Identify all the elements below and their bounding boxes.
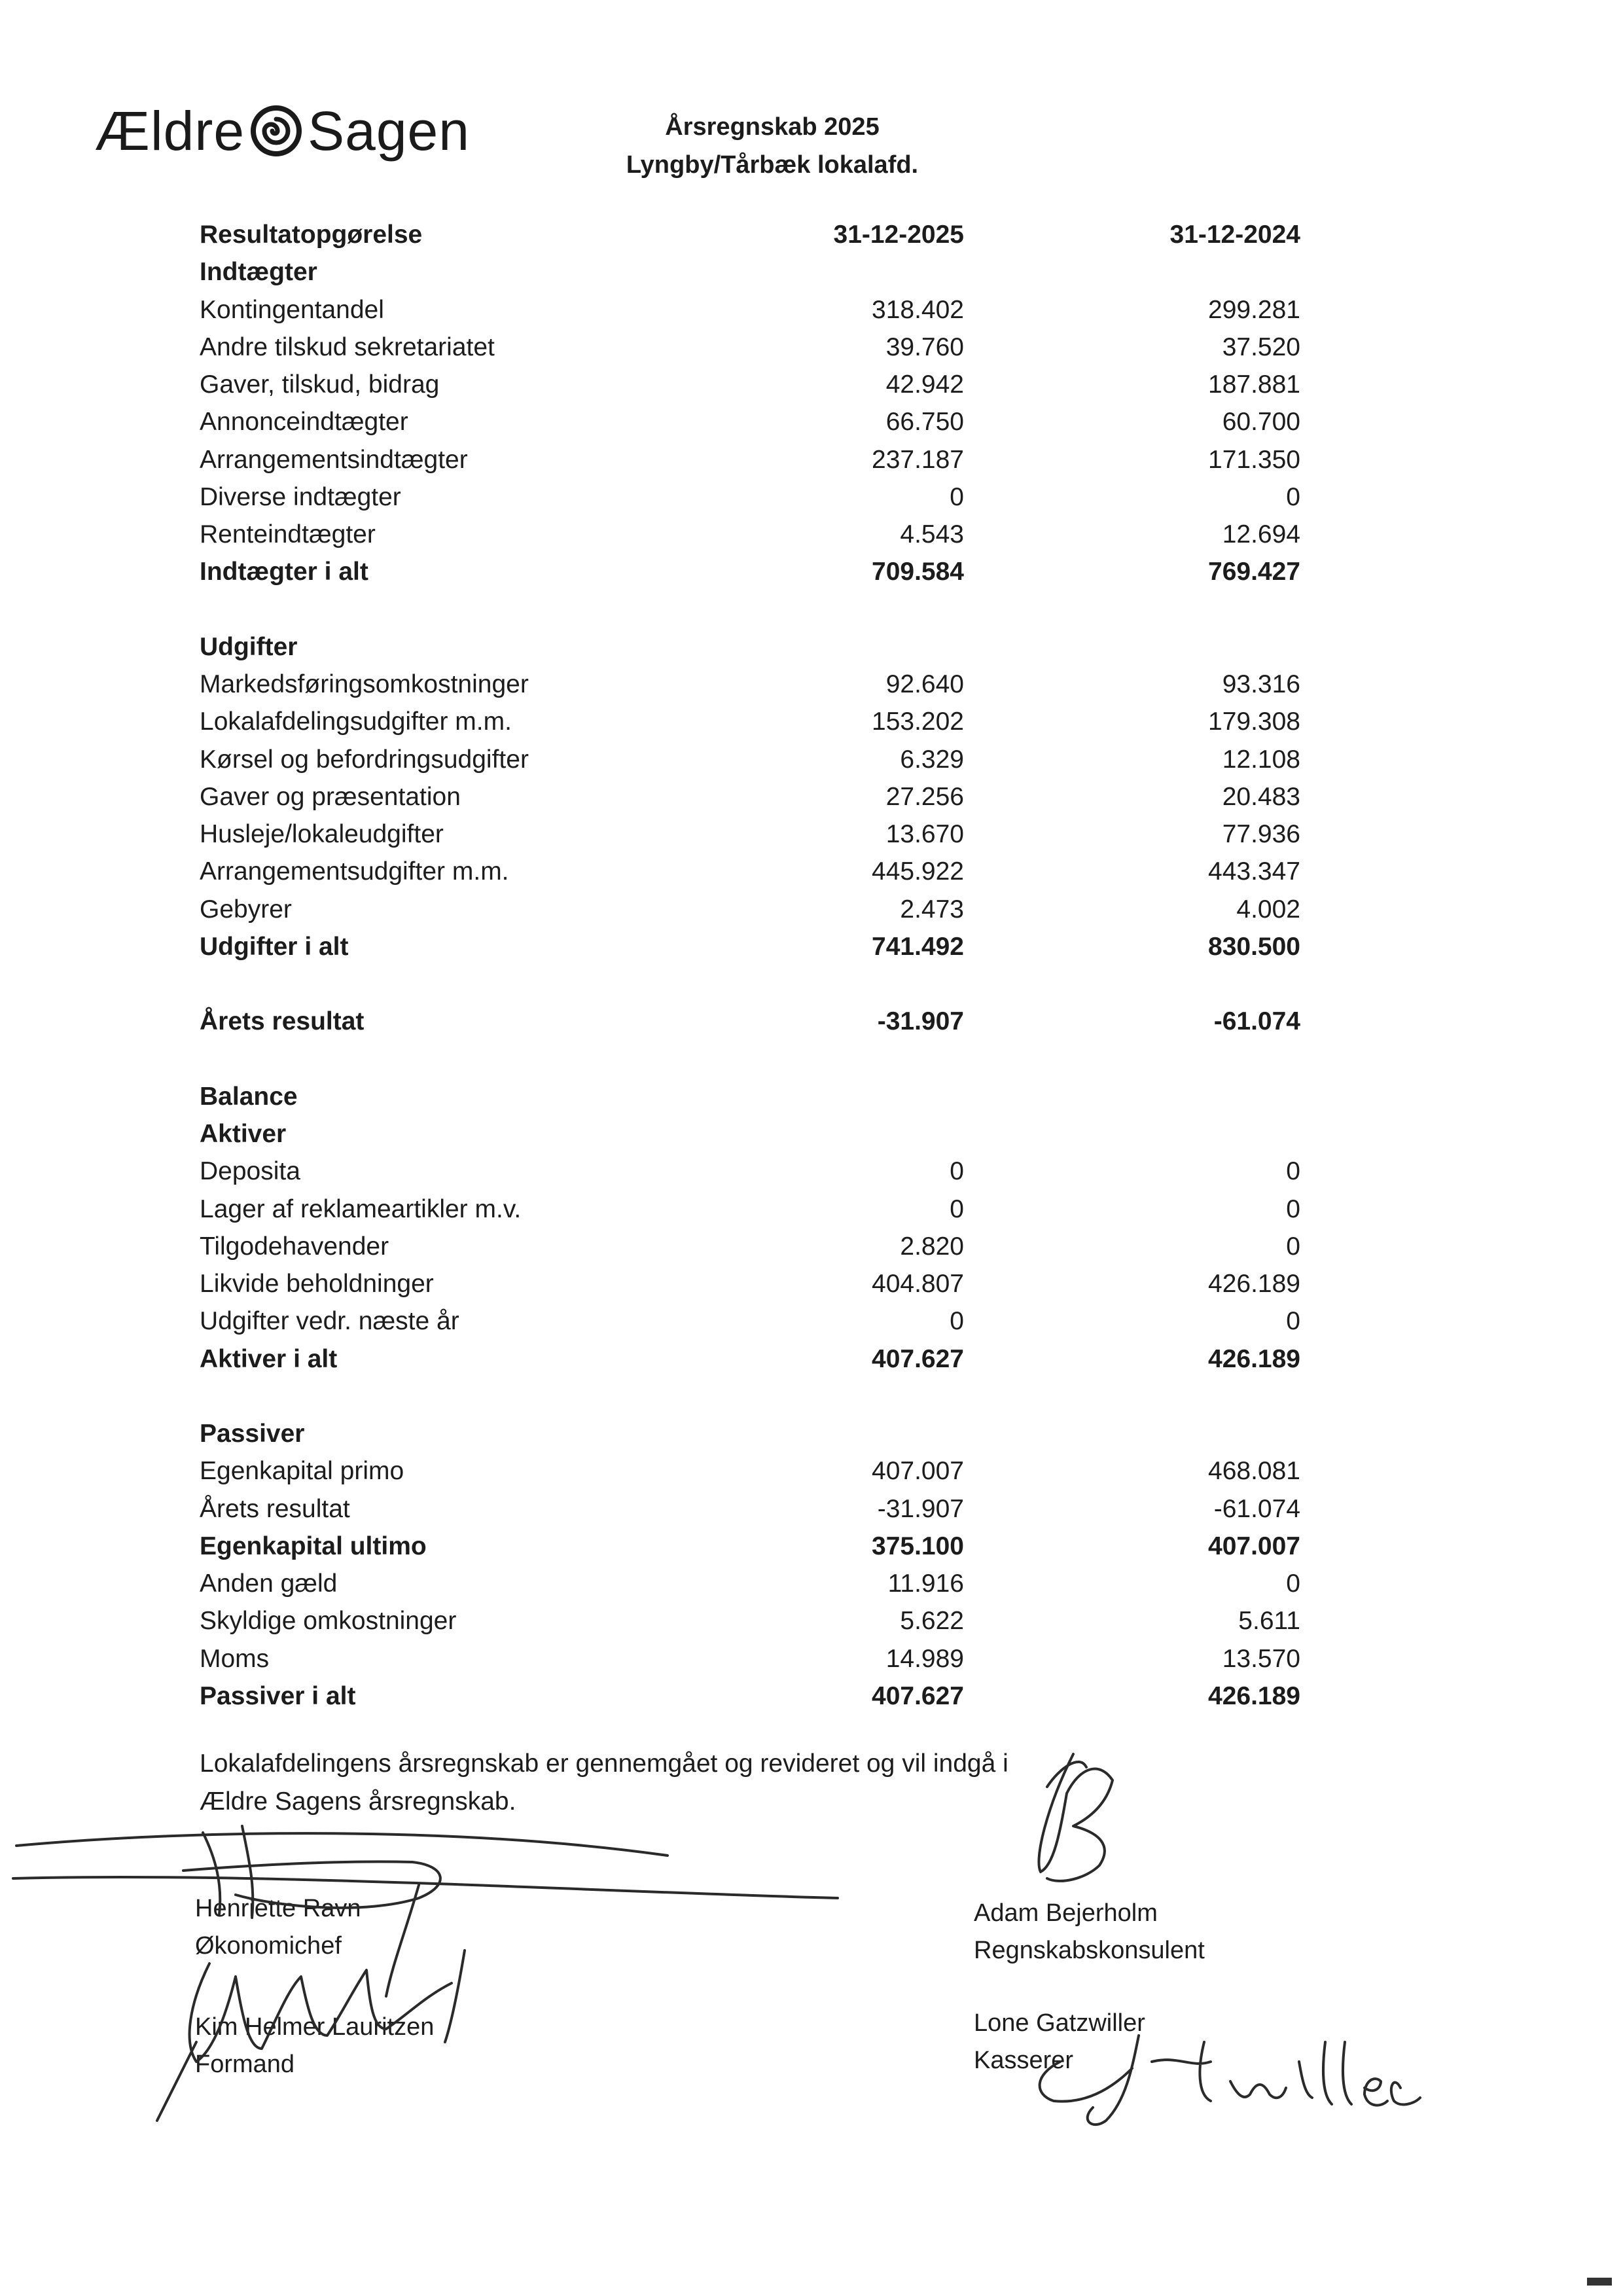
value-2024: -61.074 <box>1213 1007 1300 1035</box>
spacer-row <box>0 1041 1623 1078</box>
value-2024: 426.189 <box>1208 1270 1300 1298</box>
document-subtitle: Lyngby/Tårbæk lokalafd. <box>626 151 919 179</box>
value-2024: 60.700 <box>1222 408 1300 436</box>
value-2024: 12.108 <box>1222 745 1300 774</box>
statement-row <box>0 628 1623 666</box>
audit-note-line-1: Lokalafdelingens årsregnskab er gennemgået og revideret og vil indgå i <box>200 1749 1008 1778</box>
row-label: Deposita <box>200 1157 300 1185</box>
statement-row <box>0 1490 1623 1528</box>
row-label: Egenkapital primo <box>200 1457 404 1485</box>
row-label: Passiver i alt <box>200 1682 356 1710</box>
value-2024: 93.316 <box>1222 670 1300 698</box>
row-label: Markedsføringsomkostninger <box>200 670 529 698</box>
value-2025: 445.922 <box>872 857 964 886</box>
value-2024: 77.936 <box>1222 820 1300 848</box>
signatory-role: Regnskabskonsulent <box>974 1937 1205 1964</box>
value-2025: 42.942 <box>885 370 964 399</box>
signatory-name: Adam Bejerholm <box>974 1899 1158 1927</box>
statement-row <box>0 1565 1623 1602</box>
value-2025: 11.916 <box>887 1570 964 1598</box>
value-2025: 153.202 <box>872 708 964 736</box>
logo-text-left: Ældre <box>95 99 245 162</box>
statement-row <box>0 778 1623 816</box>
statement-row <box>0 1228 1623 1265</box>
value-2024: 12.694 <box>1222 520 1300 548</box>
value-2025: 0 <box>950 1307 964 1335</box>
value-2025: 0 <box>950 1157 964 1185</box>
value-2025: -31.907 <box>877 1007 964 1035</box>
statement-row <box>0 1191 1623 1228</box>
value-2024: 0 <box>1286 1307 1300 1335</box>
value-2025: 404.807 <box>872 1270 964 1298</box>
row-label: Lokalafdelingsudgifter m.m. <box>200 708 512 736</box>
value-2025: 14.989 <box>885 1645 964 1673</box>
statement-row <box>0 216 1623 253</box>
value-2024: 830.500 <box>1208 933 1300 961</box>
scan-mark <box>1587 2278 1612 2286</box>
statement-row <box>0 1340 1623 1378</box>
value-2024: 443.347 <box>1208 857 1300 886</box>
statement-row <box>0 253 1623 291</box>
row-label: Resultatopgørelse <box>200 221 423 249</box>
statement-row <box>0 891 1623 928</box>
signatory-role: Økonomichef <box>195 1932 342 1960</box>
signature-stroke-line <box>13 1877 838 1898</box>
value-2025: 375.100 <box>872 1532 964 1560</box>
value-2025: 0 <box>950 1195 964 1223</box>
value-2024: 0 <box>1286 1232 1300 1261</box>
row-label: Årets resultat <box>200 1495 350 1523</box>
spacer-row <box>0 1378 1623 1415</box>
signatory-role: Kasserer <box>974 2047 1074 2074</box>
statement-row <box>0 291 1623 329</box>
signature-stroke-line <box>16 1833 668 1856</box>
value-2025: 6.329 <box>900 745 964 774</box>
document-title: Årsregnskab 2025 <box>665 113 880 141</box>
row-label: Annonceindtægter <box>200 408 408 436</box>
row-label: Udgifter vedr. næste år <box>200 1307 459 1335</box>
row-label: Andre tilskud sekretariatet <box>200 333 495 361</box>
value-2024: 0 <box>1286 1570 1300 1598</box>
statement-row <box>0 1677 1623 1715</box>
row-label: Aktiver <box>200 1120 287 1148</box>
statement-row <box>0 1153 1623 1190</box>
row-label: Årets resultat <box>200 1007 365 1035</box>
statement-row <box>0 403 1623 440</box>
signatory-economy-chief <box>195 1890 361 1965</box>
statement-row <box>0 329 1623 366</box>
row-label: Tilgodehavender <box>200 1232 389 1261</box>
signatory-name: Lone Gatzwiller <box>974 2009 1145 2037</box>
row-label: Indtægter i alt <box>200 558 368 586</box>
statement-row <box>0 666 1623 703</box>
value-2024: 13.570 <box>1222 1645 1300 1673</box>
row-label: Diverse indtægter <box>200 483 401 511</box>
statement-row <box>0 1602 1623 1640</box>
value-2025: 13.670 <box>885 820 964 848</box>
signatory-chairman <box>195 2009 434 2083</box>
signatory-treasurer <box>974 2005 1145 2079</box>
statement-row <box>0 1003 1623 1040</box>
statement-row <box>0 703 1623 740</box>
row-label: Lager af reklameartikler m.v. <box>200 1195 522 1223</box>
value-2025: 5.622 <box>900 1607 964 1635</box>
value-2024: 31-12-2024 <box>1169 221 1300 249</box>
value-2024: 171.350 <box>1208 446 1300 474</box>
row-label: Udgifter <box>200 633 298 661</box>
signatory-name: Henriette Ravn <box>195 1895 361 1922</box>
signatory-name: Kim Helmer Lauritzen <box>195 2013 435 2041</box>
row-label: Likvide beholdninger <box>200 1270 434 1298</box>
statement-row <box>0 516 1623 553</box>
row-label: Skyldige omkostninger <box>200 1607 457 1635</box>
value-2024: 0 <box>1286 1157 1300 1185</box>
document-header <box>576 108 969 184</box>
value-2024: 5.611 <box>1238 1607 1300 1635</box>
statement-row <box>0 366 1623 403</box>
signatory-role: Formand <box>195 2051 295 2078</box>
swirl-icon <box>250 105 302 157</box>
row-label: Anden gæld <box>200 1570 338 1598</box>
statement-row <box>0 928 1623 965</box>
audit-note-line-2: Ældre Sagens årsregnskab. <box>200 1787 516 1816</box>
value-2024: -61.074 <box>1213 1495 1300 1523</box>
value-2025: 318.402 <box>872 296 964 324</box>
value-2025: 4.543 <box>900 520 964 548</box>
row-label: Indtægter <box>200 258 317 286</box>
statement-row <box>0 816 1623 853</box>
value-2024: 769.427 <box>1208 558 1300 586</box>
value-2024: 20.483 <box>1222 783 1300 811</box>
statement-row <box>0 853 1623 890</box>
value-2025: 741.492 <box>872 933 964 961</box>
value-2024: 0 <box>1286 1195 1300 1223</box>
value-2025: 39.760 <box>885 333 964 361</box>
statement-row <box>0 1265 1623 1302</box>
row-label: Gebyrer <box>200 895 292 924</box>
row-label: Gaver, tilskud, bidrag <box>200 370 440 399</box>
value-2025: 407.007 <box>872 1457 964 1485</box>
value-2025: 407.627 <box>872 1682 964 1710</box>
signature-henriette <box>386 1885 419 1996</box>
statement-row <box>0 478 1623 516</box>
row-label: Udgifter i alt <box>200 933 349 961</box>
value-2025: 0 <box>950 483 964 511</box>
value-2025: 31-12-2025 <box>833 221 964 249</box>
value-2025: 92.640 <box>885 670 964 698</box>
value-2025: 237.187 <box>872 446 964 474</box>
value-2025: 27.256 <box>885 783 964 811</box>
signatory-accounting-consultant <box>974 1895 1205 1969</box>
value-2025: 2.820 <box>900 1232 964 1261</box>
statement-row <box>0 441 1623 478</box>
value-2025: 407.627 <box>872 1345 964 1373</box>
row-label: Arrangementsudgifter m.m. <box>200 857 509 886</box>
statement-row <box>0 553 1623 590</box>
value-2025: 2.473 <box>900 895 964 924</box>
value-2025: -31.907 <box>877 1495 964 1523</box>
value-2024: 299.281 <box>1208 296 1300 324</box>
row-label: Renteindtægter <box>200 520 376 548</box>
row-label: Kørsel og befordringsudgifter <box>200 745 529 774</box>
row-label: Balance <box>200 1083 298 1111</box>
spacer-row <box>0 591 1623 628</box>
value-2024: 37.520 <box>1222 333 1300 361</box>
statement-row <box>0 1528 1623 1565</box>
row-label: Husleje/lokaleudgifter <box>200 820 444 848</box>
value-2024: 187.881 <box>1208 370 1300 399</box>
value-2024: 179.308 <box>1208 708 1300 736</box>
row-label: Moms <box>200 1645 270 1673</box>
value-2024: 468.081 <box>1208 1457 1300 1485</box>
row-label: Egenkapital ultimo <box>200 1532 427 1560</box>
value-2025: 66.750 <box>885 408 964 436</box>
audit-note <box>200 1745 1116 1821</box>
statement-row <box>0 1115 1623 1153</box>
statement-row <box>0 741 1623 778</box>
spacer-row <box>0 965 1623 1003</box>
logo-text-right: Sagen <box>308 99 470 162</box>
value-2024: 4.002 <box>1236 895 1300 924</box>
row-label: Kontingentandel <box>200 296 384 324</box>
statement-row <box>0 1415 1623 1452</box>
value-2024: 0 <box>1286 483 1300 511</box>
statement-row <box>0 1302 1623 1340</box>
row-label: Arrangementsindtægter <box>200 446 468 474</box>
value-2025: 709.584 <box>872 558 964 586</box>
row-label: Passiver <box>200 1420 305 1448</box>
aeldre-sagen-logo <box>95 98 470 164</box>
statement-row <box>0 1640 1623 1677</box>
row-label: Gaver og præsentation <box>200 783 461 811</box>
value-2024: 426.189 <box>1208 1682 1300 1710</box>
statement-row <box>0 1452 1623 1490</box>
value-2024: 407.007 <box>1208 1532 1300 1560</box>
value-2024: 426.189 <box>1208 1345 1300 1373</box>
row-label: Aktiver i alt <box>200 1345 338 1373</box>
statement-row <box>0 1078 1623 1115</box>
